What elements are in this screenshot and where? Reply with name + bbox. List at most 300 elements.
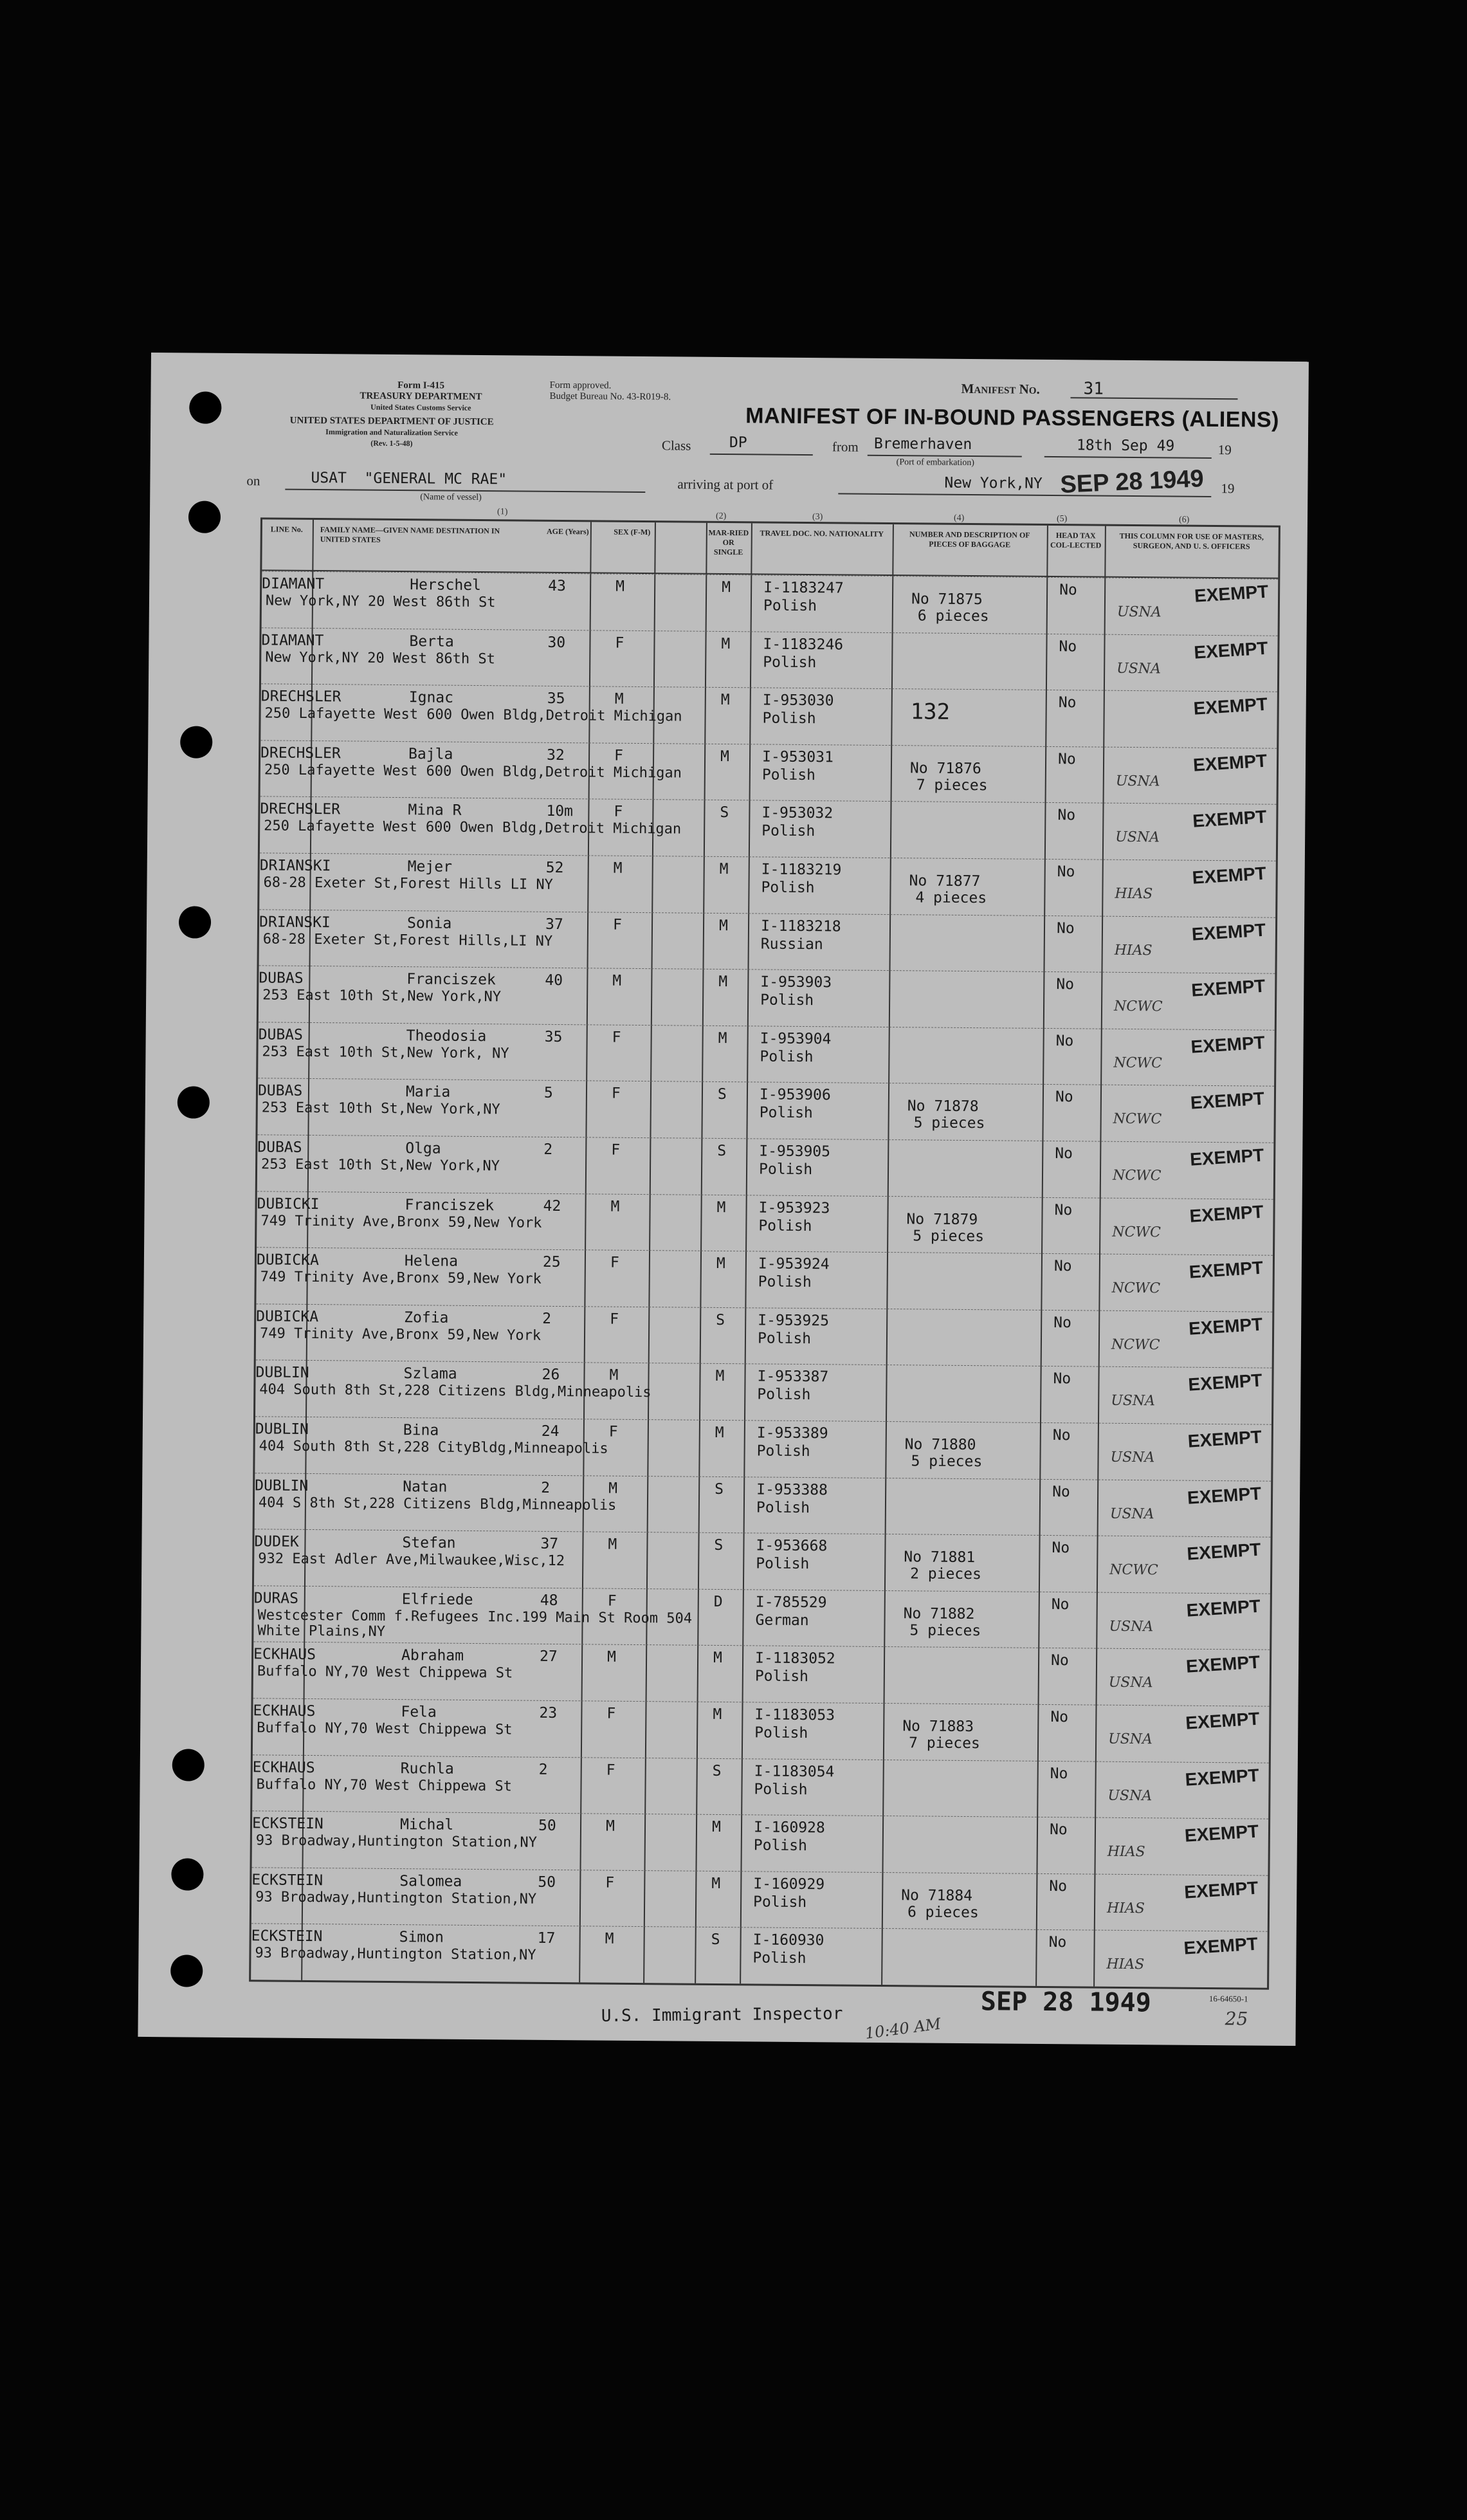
head-tax: No: [1057, 807, 1076, 824]
nationality: Polish: [754, 1781, 808, 1798]
sex: F: [607, 1592, 617, 1610]
age: 24: [541, 1422, 560, 1440]
travel-doc: I-953906: [759, 1086, 831, 1104]
binder-hole: [178, 1086, 210, 1118]
family-name: DUBAS: [258, 1026, 304, 1044]
destination: 404 South 8th St,228 CityBldg,Minneapolis: [259, 1438, 608, 1457]
head-tax: No: [1059, 582, 1077, 599]
class-value: DP: [729, 434, 747, 452]
budget-bureau: Budget Bureau No. 43-R019-8.: [549, 391, 671, 403]
given-name: Bina: [403, 1422, 439, 1439]
marital-status: M: [718, 973, 728, 991]
baggage-no: No 71876: [909, 760, 981, 777]
class-label: Class: [661, 437, 691, 454]
head-tax: No: [1056, 976, 1075, 993]
agency-note: USNA: [1108, 1731, 1153, 1748]
family-name: DUBAS: [257, 1082, 303, 1100]
agency-note: NCWC: [1109, 1561, 1158, 1579]
exempt-stamp: EXEMPT: [1190, 1032, 1266, 1057]
table-row: [253, 1642, 1270, 1706]
agency-note: NCWC: [1111, 1336, 1160, 1354]
table-row: [257, 1191, 1273, 1255]
sex: M: [610, 1198, 620, 1215]
agency-note: HIAS: [1106, 1956, 1145, 1973]
age: 30: [547, 634, 566, 651]
destination: 93 Broadway,Huntington Station,NY: [255, 1945, 536, 1964]
manifest-table: [249, 517, 1280, 1989]
age: 25: [542, 1254, 561, 1271]
sex: M: [609, 1367, 619, 1384]
col-num-6: (6): [1178, 515, 1190, 525]
nationality: Polish: [752, 1949, 806, 1967]
baggage-no: No 71880: [904, 1436, 976, 1454]
marital-status: M: [720, 748, 730, 765]
table-row: [261, 627, 1278, 692]
given-name: Fela: [401, 1704, 437, 1721]
table-row: [254, 1529, 1271, 1594]
agency-note: NCWC: [1113, 1054, 1163, 1072]
binder-hole: [179, 906, 211, 938]
sex: F: [606, 1761, 615, 1779]
nationality: Polish: [757, 1330, 812, 1347]
ins-service: Immigration and Naturalization Service: [325, 427, 458, 437]
family-name: DIAMANT: [261, 631, 324, 649]
year-suffix-1: 19: [1217, 442, 1232, 458]
col-header-married: MAR-RIED OR SINGLE: [708, 528, 749, 557]
exempt-stamp: EXEMPT: [1193, 638, 1269, 663]
nationality: Polish: [754, 1724, 808, 1742]
family-name: DUBAS: [257, 1139, 302, 1156]
marital-status: M: [713, 1650, 723, 1667]
inspector-stamp: SEP 28 1949: [980, 1987, 1151, 2018]
given-name: Simon: [399, 1929, 444, 1947]
travel-doc: I-1183219: [761, 861, 842, 879]
baggage-pieces: 6 pieces: [917, 607, 989, 625]
destination: New York,NY 20 West 86th St: [265, 593, 496, 611]
given-name: Maria: [405, 1083, 451, 1101]
head-tax: No: [1059, 638, 1077, 655]
sex: M: [615, 578, 625, 595]
nationality: Polish: [758, 1217, 812, 1235]
destination: Westcester Comm f.Refugees Inc.199 Main St Room 504 White Plains,NY: [257, 1607, 693, 1640]
nationality: German: [755, 1612, 809, 1629]
family-name: ECKHAUS: [253, 1646, 316, 1664]
agency-note: NCWC: [1113, 998, 1163, 1015]
nationality: Polish: [761, 822, 816, 840]
nationality: Polish: [759, 1104, 813, 1122]
head-tax: No: [1053, 1258, 1072, 1275]
destination: 253 East 10th St,New York,NY: [262, 987, 502, 1006]
baggage-no: No 71879: [906, 1210, 978, 1228]
given-name: Ignac: [408, 689, 454, 706]
travel-doc: I-1183246: [763, 636, 844, 654]
exempt-stamp: EXEMPT: [1187, 1426, 1262, 1451]
baggage-pieces: 5 pieces: [909, 1622, 981, 1639]
head-tax: No: [1052, 1540, 1070, 1557]
given-name: Herschel: [410, 576, 482, 594]
marital-status: S: [717, 1142, 727, 1160]
travel-doc: I-953030: [762, 692, 834, 710]
travel-doc: I-953032: [761, 804, 834, 822]
inspector-label: U.S. Immigrant Inspector: [601, 2004, 843, 2026]
family-name: ECKSTEIN: [251, 1927, 323, 1945]
binder-hole: [189, 391, 221, 423]
exempt-stamp: EXEMPT: [1183, 1933, 1259, 1959]
col-header-age: AGE (Years): [546, 526, 589, 537]
nationality: Polish: [754, 1668, 809, 1686]
head-tax: No: [1050, 1652, 1069, 1669]
family-name: DUBLIN: [255, 1421, 309, 1438]
sex: F: [614, 804, 623, 821]
exempt-stamp: EXEMPT: [1189, 1201, 1264, 1226]
given-name: Zofia: [404, 1309, 449, 1327]
nationality: Polish: [756, 1442, 810, 1460]
agency-note: NCWC: [1112, 1224, 1161, 1240]
exempt-stamp: EXEMPT: [1186, 1539, 1262, 1564]
form-approved: Form approved.: [549, 380, 612, 391]
given-name: Berta: [409, 632, 454, 650]
arriving-label: arriving at port of: [677, 476, 774, 493]
travel-doc: I-1183052: [754, 1650, 835, 1668]
agency-note: USNA: [1115, 829, 1160, 846]
binder-hole: [180, 726, 212, 758]
marital-status: M: [718, 1029, 727, 1047]
col-num-5: (5): [1056, 514, 1068, 524]
destination: Buffalo NY,70 West Chippewa St: [257, 1720, 513, 1738]
family-name: DRECHSLER: [260, 744, 341, 762]
head-tax: No: [1055, 1145, 1073, 1163]
age: 27: [539, 1648, 558, 1666]
marital-status: M: [711, 1819, 721, 1836]
vessel-note: (Name of vessel): [420, 492, 482, 503]
travel-doc: I-953389: [756, 1424, 828, 1442]
marital-status: S: [717, 1086, 727, 1103]
age: 2: [541, 1479, 551, 1496]
col-header-baggage: NUMBER AND DESCRIPTION OF PIECES OF BAGGAGE: [909, 529, 1030, 549]
agency-note: HIAS: [1107, 1843, 1145, 1861]
head-tax: No: [1055, 1032, 1074, 1050]
table-row: [252, 1810, 1269, 1875]
age: 10m: [546, 803, 574, 820]
travel-doc: I-1183054: [754, 1763, 835, 1781]
nationality: Polish: [761, 879, 815, 897]
exempt-stamp: EXEMPT: [1185, 1596, 1261, 1621]
head-tax: No: [1049, 1821, 1068, 1839]
marital-status: M: [713, 1706, 722, 1724]
marital-status: S: [712, 1762, 722, 1780]
marital-status: S: [716, 1311, 725, 1329]
age: 23: [539, 1704, 558, 1722]
family-name: DIAMANT: [262, 575, 325, 593]
destination: 749 Trinity Ave,Bronx 59,New York: [259, 1325, 542, 1344]
table-row: [256, 1247, 1273, 1312]
destination: 250 Lafayette West 600 Owen Bldg,Detroit Michigan: [264, 705, 682, 725]
justice-block: [247, 415, 536, 450]
exempt-stamp: EXEMPT: [1189, 1145, 1265, 1170]
given-name: Sonia: [406, 914, 452, 932]
sex: F: [606, 1705, 616, 1722]
col-num-2: (2): [715, 511, 727, 522]
agency-note: USNA: [1115, 773, 1160, 790]
baggage-no: No 71877: [909, 872, 981, 890]
head-tax: No: [1053, 1314, 1072, 1332]
travel-doc: I-953387: [757, 1368, 829, 1386]
agency-note: NCWC: [1111, 1280, 1161, 1297]
sex: F: [614, 747, 624, 764]
agency-note: NCWC: [1113, 1111, 1162, 1128]
destination: 749 Trinity Ave,Bronx 59,New York: [260, 1212, 542, 1231]
arriving-port: New York,NY: [944, 474, 1043, 492]
travel-doc: I-953388: [756, 1481, 828, 1498]
sex: M: [614, 690, 624, 708]
travel-doc: I-1183218: [760, 917, 841, 935]
marital-status: M: [716, 1255, 725, 1273]
table-row: [260, 740, 1277, 804]
head-tax: No: [1050, 1709, 1069, 1726]
baggage-pieces: 2 pieces: [910, 1565, 982, 1583]
marital-status: M: [721, 635, 731, 652]
binder-hole: [188, 501, 221, 533]
nationality: Polish: [761, 766, 816, 784]
sex: F: [605, 1874, 615, 1891]
travel-doc: I-160928: [753, 1819, 825, 1837]
head-tax: No: [1057, 863, 1075, 881]
destination: 93 Broadway,Huntington Station,NY: [255, 1889, 537, 1908]
family-name: DRIANSKI: [259, 857, 331, 875]
destination: 68-28 Exeter St,Forest Hills LI NY: [263, 874, 553, 893]
nationality: Polish: [758, 1273, 812, 1291]
given-name: Mina R: [408, 802, 462, 820]
destination: Buffalo NY,70 West Chippewa St: [257, 1663, 513, 1682]
sex: M: [608, 1536, 617, 1553]
footer-code: 16-64650-1: [1208, 1993, 1248, 2004]
agency-note: HIAS: [1115, 885, 1153, 903]
col-header-officers: THIS COLUMN FOR USE OF MASTERS, SURGEON, AND U. S. OFFICERS: [1119, 531, 1264, 551]
age: 40: [545, 972, 563, 989]
sex: F: [612, 916, 622, 934]
travel-doc: I-160929: [753, 1875, 825, 1893]
manifest-title: MANIFEST OF IN-BOUND PASSENGERS (ALIENS): [745, 403, 1280, 432]
table-row: [260, 796, 1277, 861]
sex: M: [605, 1817, 615, 1835]
age: 2: [543, 1141, 553, 1158]
destination: 253 East 10th St,New York,NY: [261, 1099, 500, 1118]
nationality: Polish: [756, 1499, 810, 1516]
age: 37: [545, 915, 563, 933]
table-row: [259, 909, 1276, 973]
table-row: [253, 1698, 1270, 1762]
arrival-date-stamp: SEP 28 1949: [1059, 465, 1205, 499]
exempt-stamp: EXEMPT: [1191, 919, 1266, 944]
exempt-stamp: EXEMPT: [1188, 1314, 1264, 1339]
age: 52: [545, 859, 564, 877]
given-name: Michal: [399, 1816, 454, 1834]
table-row: [260, 684, 1277, 748]
marital-status: M: [711, 1875, 721, 1892]
marital-status: M: [719, 860, 729, 878]
given-name: Szlama: [403, 1365, 457, 1383]
exempt-stamp: EXEMPT: [1190, 975, 1266, 1000]
family-name: DRECHSLER: [260, 800, 341, 818]
age: 50: [538, 1873, 556, 1891]
baggage-pieces: 6 pieces: [907, 1904, 979, 1921]
baggage-pieces: 5 pieces: [913, 1114, 985, 1132]
age: 43: [548, 577, 566, 595]
nationality: Polish: [756, 1555, 810, 1573]
sex: F: [611, 1085, 621, 1103]
head-tax: No: [1049, 1877, 1068, 1895]
given-name: Salomea: [399, 1872, 462, 1890]
head-tax: No: [1054, 1201, 1073, 1219]
exempt-stamp: EXEMPT: [1192, 750, 1268, 775]
travel-doc: I-953904: [760, 1030, 832, 1048]
baggage-pieces: 5 pieces: [911, 1453, 983, 1471]
binder-hole: [171, 1858, 203, 1890]
destination: 250 Lafayette West 600 Owen Bldg,Detroit Michigan: [264, 818, 682, 838]
sex: F: [610, 1311, 619, 1328]
baggage-no: No 71882: [903, 1605, 975, 1623]
destination: Buffalo NY,70 West Chippewa St: [256, 1776, 512, 1795]
exempt-stamp: EXEMPT: [1188, 1257, 1264, 1282]
agency-note: USNA: [1109, 1505, 1154, 1522]
vessel-name: USAT "GENERAL MC RAE": [311, 469, 507, 488]
table-row: [257, 1134, 1274, 1199]
destination: New York,NY 20 West 86th St: [265, 649, 495, 667]
table-row: [257, 1078, 1274, 1143]
sex: M: [612, 972, 622, 989]
marital-status: S: [714, 1537, 724, 1554]
agency-note: HIAS: [1106, 1900, 1145, 1917]
exempt-stamp: EXEMPT: [1192, 807, 1268, 832]
exempt-stamp: EXEMPT: [1194, 581, 1270, 606]
given-name: Stefan: [402, 1534, 456, 1552]
travel-doc: I-953925: [758, 1312, 830, 1330]
sex: M: [606, 1649, 617, 1666]
col-num-4: (4): [953, 513, 965, 523]
given-name: Bajla: [408, 745, 453, 763]
family-name: DUDEK: [254, 1533, 299, 1551]
age: 2: [542, 1310, 552, 1327]
marital-status: M: [716, 1199, 726, 1216]
age: 50: [538, 1817, 556, 1835]
head-tax: No: [1057, 750, 1076, 768]
marital-status: M: [715, 1368, 725, 1385]
nationality: Polish: [753, 1837, 807, 1855]
footer-time: 10:40 AM: [864, 2014, 942, 2043]
family-name: DUBLIN: [255, 1364, 309, 1382]
family-name: ECKSTEIN: [251, 1815, 323, 1833]
family-name: ECKHAUS: [253, 1702, 316, 1720]
nationality: Polish: [762, 710, 816, 728]
destination: 253 East 10th St,New York,NY: [260, 1156, 500, 1175]
head-tax: No: [1055, 1089, 1073, 1106]
agency-note: USNA: [1107, 1787, 1153, 1804]
travel-doc: I-953903: [760, 973, 832, 991]
exempt-stamp: EXEMPT: [1184, 1765, 1260, 1790]
age: 2: [538, 1761, 548, 1778]
destination: 93 Broadway,Huntington Station,NY: [255, 1832, 538, 1851]
baggage-no: No 71884: [901, 1887, 973, 1904]
sex: F: [615, 634, 624, 652]
marital-status: M: [718, 917, 728, 934]
marital-status: D: [713, 1593, 723, 1610]
date-value: 18th Sep 49: [1076, 437, 1175, 455]
agency-note: USNA: [1110, 1449, 1155, 1466]
destination: 932 East Adler Ave,Milwaukee,Wisc,12: [258, 1550, 565, 1570]
baggage-pieces: 4 pieces: [915, 889, 987, 907]
agency-note: NCWC: [1112, 1167, 1162, 1184]
from-label: from: [832, 439, 859, 455]
travel-doc: I-953031: [761, 748, 834, 766]
sex: F: [610, 1254, 619, 1271]
sex: M: [608, 1480, 618, 1497]
family-name: ECKHAUS: [252, 1758, 315, 1776]
baggage-no: 132: [910, 699, 951, 725]
exempt-stamp: EXEMPT: [1184, 1821, 1259, 1846]
exempt-stamp: EXEMPT: [1191, 863, 1267, 888]
baggage-pieces: 7 pieces: [908, 1734, 980, 1752]
nationality: Polish: [758, 1161, 813, 1179]
binder-hole: [172, 1749, 205, 1781]
age: 26: [542, 1366, 560, 1384]
destination: 749 Trinity Ave,Bronx 59,New York: [260, 1269, 542, 1287]
age: 5: [543, 1085, 553, 1102]
travel-doc: I-953668: [756, 1537, 828, 1555]
marital-status: S: [715, 1480, 724, 1498]
age: 35: [544, 1028, 563, 1045]
exempt-stamp: EXEMPT: [1192, 694, 1268, 719]
year-suffix-2: 19: [1221, 481, 1235, 497]
destination: 68-28 Exeter St,Forest Hills,LI NY: [262, 930, 553, 950]
given-name: Ruchla: [400, 1760, 454, 1778]
family-name: DUBLIN: [255, 1476, 309, 1495]
marital-status: M: [715, 1424, 724, 1442]
baggage-no: No 71883: [902, 1718, 974, 1736]
travel-doc: I-953924: [758, 1255, 830, 1273]
table-row: [251, 1924, 1268, 1988]
baggage-no: No 71881: [904, 1549, 976, 1567]
exempt-stamp: EXEMPT: [1185, 1708, 1261, 1733]
baggage-pieces: 5 pieces: [913, 1227, 985, 1245]
table-row: [255, 1360, 1272, 1424]
sex: M: [605, 1931, 614, 1948]
age: 48: [540, 1592, 558, 1609]
travel-doc: I-953923: [758, 1199, 830, 1217]
age: 32: [547, 746, 565, 764]
binder-hole: [170, 1954, 203, 1987]
baggage-no: No 71878: [907, 1098, 979, 1116]
treasury-dept: TREASURY DEPARTMENT: [360, 391, 482, 403]
travel-doc: I-1183247: [763, 579, 844, 597]
given-name: Natan: [403, 1478, 448, 1496]
travel-doc: I-1183053: [754, 1706, 835, 1724]
agency-note: USNA: [1116, 603, 1162, 621]
marital-status: S: [711, 1931, 720, 1949]
travel-doc: I-160930: [752, 1931, 825, 1949]
head-tax: No: [1048, 1934, 1067, 1951]
customs-service: United States Customs Service: [370, 402, 471, 412]
table-row: [256, 1303, 1273, 1368]
destination: 404 S 8th St,228 Citizens Bldg,Minneapolis: [258, 1494, 617, 1514]
family-name: DRECHSLER: [260, 688, 342, 706]
table-row: [255, 1416, 1271, 1480]
nationality: Russian: [760, 935, 823, 953]
justice-dept: UNITED STATES DEPARTMENT OF JUSTICE: [289, 415, 494, 428]
age: 42: [543, 1197, 561, 1215]
agency-note: USNA: [1109, 1618, 1154, 1635]
col-num-3: (3): [812, 512, 823, 522]
nationality: Polish: [753, 1893, 807, 1911]
